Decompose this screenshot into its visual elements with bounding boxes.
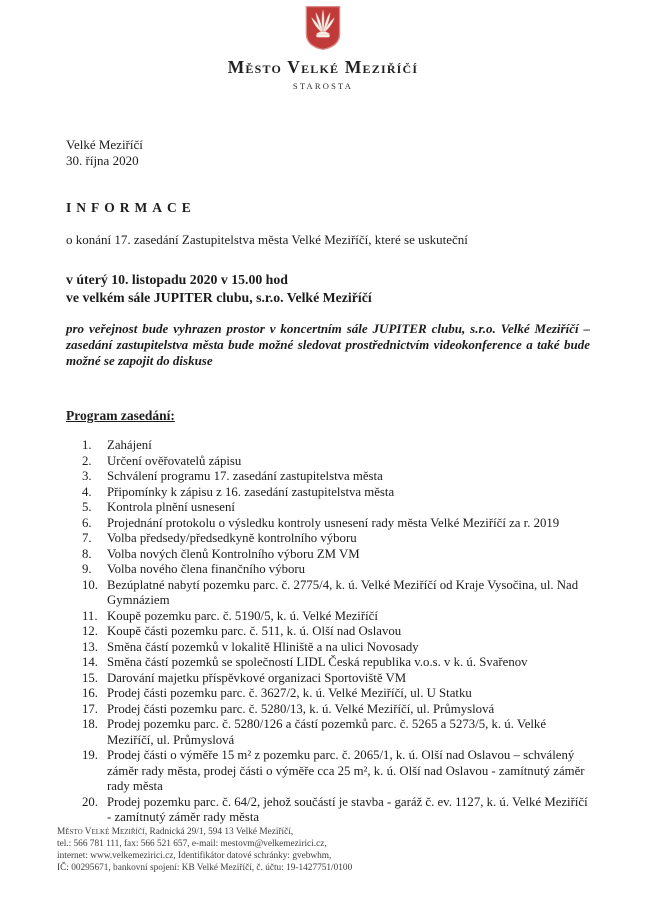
dateline-place: Velké Meziříčí [66, 137, 143, 152]
agenda-item-text: Projednání protokolu o výsledku kontroly usnesení rady města Velké Meziříčí za r. 2019 [107, 515, 560, 530]
agenda-item [66, 547, 590, 563]
agenda-item [66, 500, 590, 516]
dateline-date: 30. října 2020 [66, 153, 139, 168]
footer-internet-line: internet: www.velkemezirici.cz, Identifikátor datové schránky: gvebwhm, [57, 850, 332, 861]
agenda-item [66, 578, 590, 609]
agenda-item-text: Prodej části pozemku parc. č. 5280/13, k. ú. Velké Meziříčí, ul. Průmyslová [107, 701, 495, 716]
agenda-item [66, 748, 590, 795]
agenda-item-number: 20. [82, 794, 98, 809]
footer-city-name: Město Velké Meziříčí [57, 827, 145, 837]
agenda-item-number: 2. [82, 453, 92, 468]
agenda-heading: Program zasedání: [66, 408, 175, 424]
agenda-item-number: 12. [82, 624, 98, 639]
agenda-item-text: Schválení programu 17. zasedání zastupitelstva města [107, 469, 383, 484]
agenda-item-text: Směna částí pozemků se společností LIDL Česká republika v.o.s. v k. ú. Svařenov [107, 655, 528, 670]
agenda-item-text: Volba předsedy/předsedkyně kontrolního výboru [107, 531, 357, 546]
agenda-item-text: Prodej části o výměře 15 m² z pozemku parc. č. 2065/1, k. ú. Olší nad Oslavou – schválený záměr rady města, prodej části o výměře cca 25 m², k. ú. Olší nad Oslavou - zamítnutý záměr rady města [107, 748, 585, 794]
agenda-item-text: Směna částí pozemků v lokalitě Hliniště a na ulici Novosady [107, 639, 419, 654]
agenda-item-text: Bezúplatné nabytí pozemku parc. č. 2775/4, k. ú. Velké Meziříčí od Kraje Vysočina, ul. Nad Gymnáziem [107, 577, 579, 608]
agenda-item-number: 3. [82, 469, 92, 484]
agenda-item-number: 11. [82, 608, 98, 623]
agenda-item-number: 4. [82, 484, 92, 499]
city-coat-of-arms-icon [304, 5, 342, 51]
letterhead [0, 0, 646, 91]
public-notice: pro veřejnost bude vyhrazen prostor v koncertním sále JUPITER clubu, s.r.o. Velké Meziříčí – zasedání zastupitelstva města bude možné sledovat prostřednictvím videokonference a také bude možné se zapojit do diskuse [66, 321, 590, 368]
document-body [0, 137, 646, 826]
agenda-item-text: Prodej části pozemku parc. č. 3627/2, k. ú. Velké Meziříčí, ul. U Statku [107, 686, 472, 701]
agenda-item [66, 531, 590, 547]
document-title: INFORMACE [66, 200, 196, 215]
agenda-item [66, 454, 590, 470]
dateline [66, 137, 590, 169]
agenda-item-number: 8. [82, 546, 92, 561]
agenda-item-number: 19. [82, 748, 98, 763]
agenda-item-number: 1. [82, 438, 92, 453]
agenda-item [66, 795, 590, 826]
agenda-item [66, 671, 590, 687]
footer-address-rest: , Radnická 29/1, 594 13 Velké Meziříčí, [144, 827, 294, 837]
meeting-datetime: v úterý 10. listopadu 2020 v 15.00 hod [66, 272, 288, 287]
agenda-item [66, 686, 590, 702]
agenda-item-number: 18. [82, 717, 98, 732]
letterhead-subtitle: STAROSTA [292, 81, 354, 91]
agenda-item [66, 702, 590, 718]
agenda-item-text: Zahájení [107, 438, 152, 453]
agenda-item-number: 13. [82, 639, 98, 654]
agenda-item [66, 562, 590, 578]
agenda-item [66, 485, 590, 501]
agenda-item [66, 717, 590, 748]
agenda-item [66, 655, 590, 671]
agenda-item-number: 16. [82, 686, 98, 701]
agenda-item-number: 14. [82, 655, 98, 670]
agenda-item-text: Koupě pozemku parc. č. 5190/5, k. ú. Velké Meziříčí [107, 608, 378, 623]
agenda-item-text: Volba nového člena finančního výboru [107, 562, 306, 577]
agenda-item-text: Koupě části pozemku parc. č. 511, k. ú. Olší nad Oslavou [107, 624, 402, 639]
agenda-item-number: 6. [82, 515, 92, 530]
footer-address-line [57, 827, 606, 839]
meeting-details [66, 271, 590, 307]
letterhead-city-name: Město Velké Meziříčí [227, 57, 419, 77]
agenda-item-text: Kontrola plnění usnesení [107, 500, 235, 515]
agenda-item-text: Prodej pozemku parc. č. 64/2, jehož součástí je stavba - garáž č. ev. 1127, k. ú. Velké Meziříčí - zamítnutý záměr rady města [107, 794, 588, 825]
agenda-item [66, 516, 590, 532]
agenda-item-text: Prodej pozemku parc. č. 5280/126 a částí pozemků parc. č. 5265 a 5273/5, k. ú. Velké Meziříčí, ul. Průmyslová [107, 717, 547, 747]
agenda-item-number: 10. [82, 577, 98, 592]
agenda-item [66, 469, 590, 485]
agenda-item-number: 5. [82, 500, 92, 515]
footer-contact-block [57, 827, 606, 875]
agenda-item [66, 609, 590, 625]
agenda-item-number: 17. [82, 701, 98, 716]
agenda-item [66, 640, 590, 656]
agenda-item [66, 438, 590, 454]
footer-bank-line: IČ: 00295671, bankovní spojení: KB Velké Meziříčí, č. účtu: 19-1427751/0100 [57, 862, 353, 873]
agenda-list [66, 438, 590, 826]
agenda-item-text: Určení ověřovatelů zápisu [107, 453, 242, 468]
agenda-item-text: Připomínky k zápisu z 16. zasedání zastupitelstva města [107, 484, 395, 499]
agenda-item [66, 624, 590, 640]
agenda-item-text: Darování majetku příspěvkové organizaci Sportoviště VM [107, 670, 407, 685]
agenda-item-number: 9. [82, 562, 92, 577]
agenda-item-number: 7. [82, 531, 92, 546]
agenda-item-text: Volba nových členů Kontrolního výboru ZM VM [107, 546, 360, 561]
footer-phone-line: tel.: 566 781 111, fax: 566 521 657, e-mail: mestovm@velkemezirici.cz, [57, 838, 327, 849]
meeting-venue: ve velkém sále JUPITER clubu, s.r.o. Velké Meziříčí [66, 290, 372, 305]
agenda-item-number: 15. [82, 670, 98, 685]
intro-line: o konání 17. zasedání Zastupitelstva města Velké Meziříčí, které se uskuteční [66, 232, 468, 247]
